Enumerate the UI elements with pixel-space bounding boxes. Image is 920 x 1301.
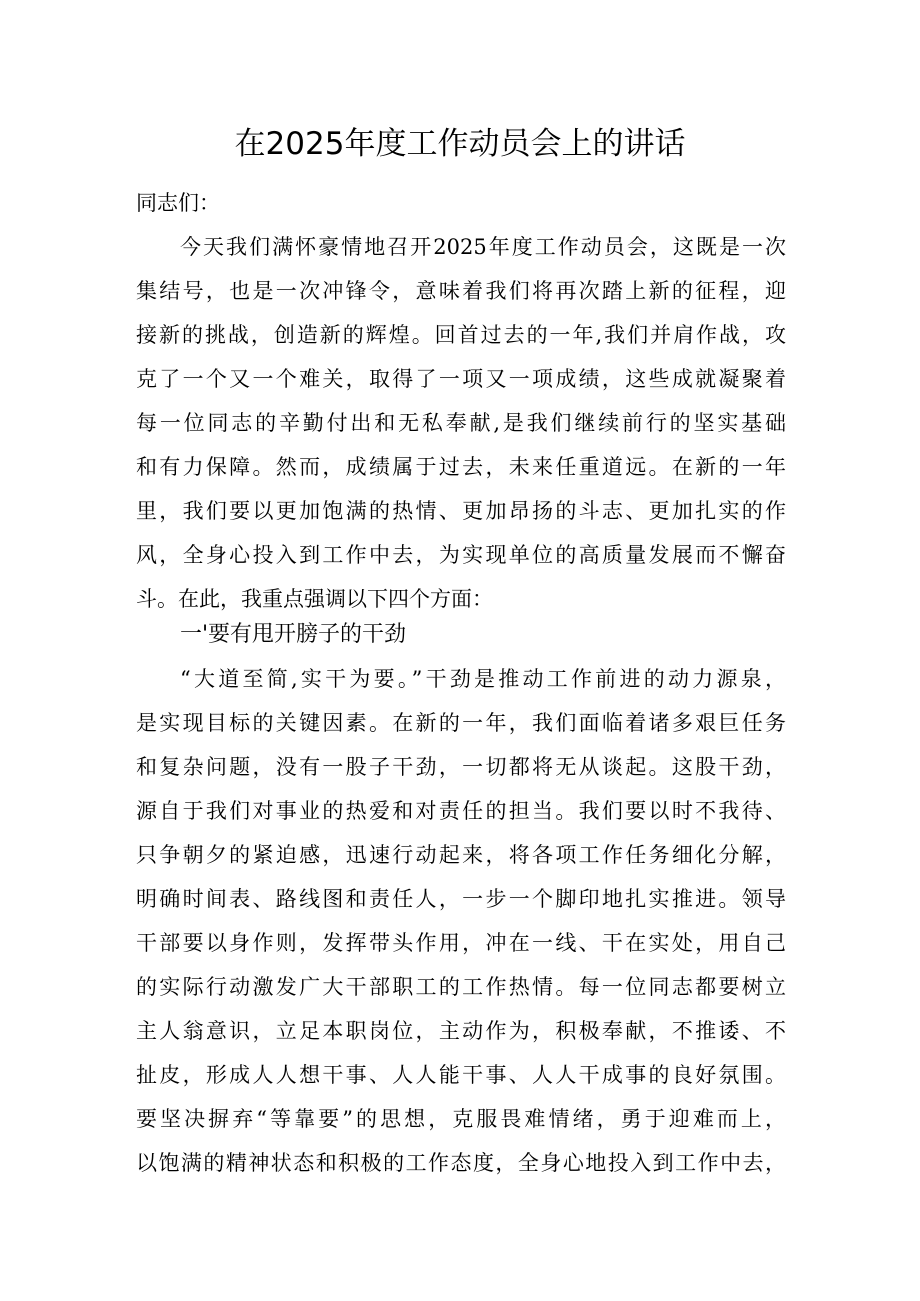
document-title: 在2025年度工作动员会上的讲话 [234, 126, 686, 162]
salutation: 同志们： [136, 191, 220, 215]
paragraph-line: 主人翁意识，立足本职岗位，主动作为，积极奉献，不推诿、不 [136, 1019, 786, 1043]
paragraph-line: 要坚决摒弃“等靠要”的思想，克服畏难情绪，勇于迎难而上， [136, 1107, 786, 1131]
paragraph-line: “大道至简,实干为要。”干劲是推动工作前进的动力源泉， [180, 667, 786, 691]
paragraph-line: 和复杂问题，没有一股子干劲，一切都将无从谈起。这股干劲， [136, 755, 786, 779]
paragraph-line: 每一位同志的辛勤付出和无私奉献,是我们继续前行的坚实基础 [136, 411, 786, 435]
paragraph-line: 扯皮，形成人人想干事、人人能干事、人人干成事的良好氛围。 [136, 1063, 786, 1087]
paragraph-line: 干部要以身作则，发挥带头作用，冲在一线、干在实处，用自己 [136, 931, 786, 955]
paragraph-line: 接新的挑战，创造新的辉煌。回首过去的一年,我们并肩作战，攻 [136, 323, 786, 347]
paragraph-line: 克了一个又一个难关，取得了一项又一项成绩，这些成就凝聚着 [136, 367, 786, 391]
paragraph-line: 以饱满的精神状态和积极的工作态度，全身心地投入到工作中去， [136, 1151, 786, 1175]
paragraph-line: 斗。在此，我重点强调以下四个方面： [136, 587, 493, 611]
paragraph-line: 明确时间表、路线图和责任人，一步一个脚印地扎实推进。领导 [136, 887, 786, 911]
paragraph-line: 和有力保障。然而，成绩属于过去，未来任重道远。在新的一年 [136, 455, 786, 479]
paragraph-line: 源自于我们对事业的热爱和对责任的担当。我们要以时不我待、 [136, 799, 786, 823]
paragraph-line: 只争朝夕的紧迫感，迅速行动起来，将各项工作任务细化分解， [136, 843, 786, 867]
paragraph-line: 集结号，也是一次冲锋令，意味着我们将再次踏上新的征程，迎 [136, 279, 786, 303]
paragraph-line: 里，我们要以更加饱满的热情、更加昂扬的斗志、更加扎实的作 [136, 499, 786, 523]
paragraph-line: 的实际行动激发广大干部职工的工作热情。每一位同志都要树立 [136, 975, 786, 999]
paragraph-line: 是实现目标的关键因素。在新的一年，我们面临着诸多艰巨任务 [136, 711, 786, 735]
paragraph-line: 风，全身心投入到工作中去，为实现单位的高质量发展而不懈奋 [136, 543, 786, 567]
paragraph-line: 今天我们满怀豪情地召开2025年度工作动员会，这既是一次 [180, 235, 786, 259]
section-heading: 一'要有甩开膀子的干劲 [180, 622, 407, 647]
